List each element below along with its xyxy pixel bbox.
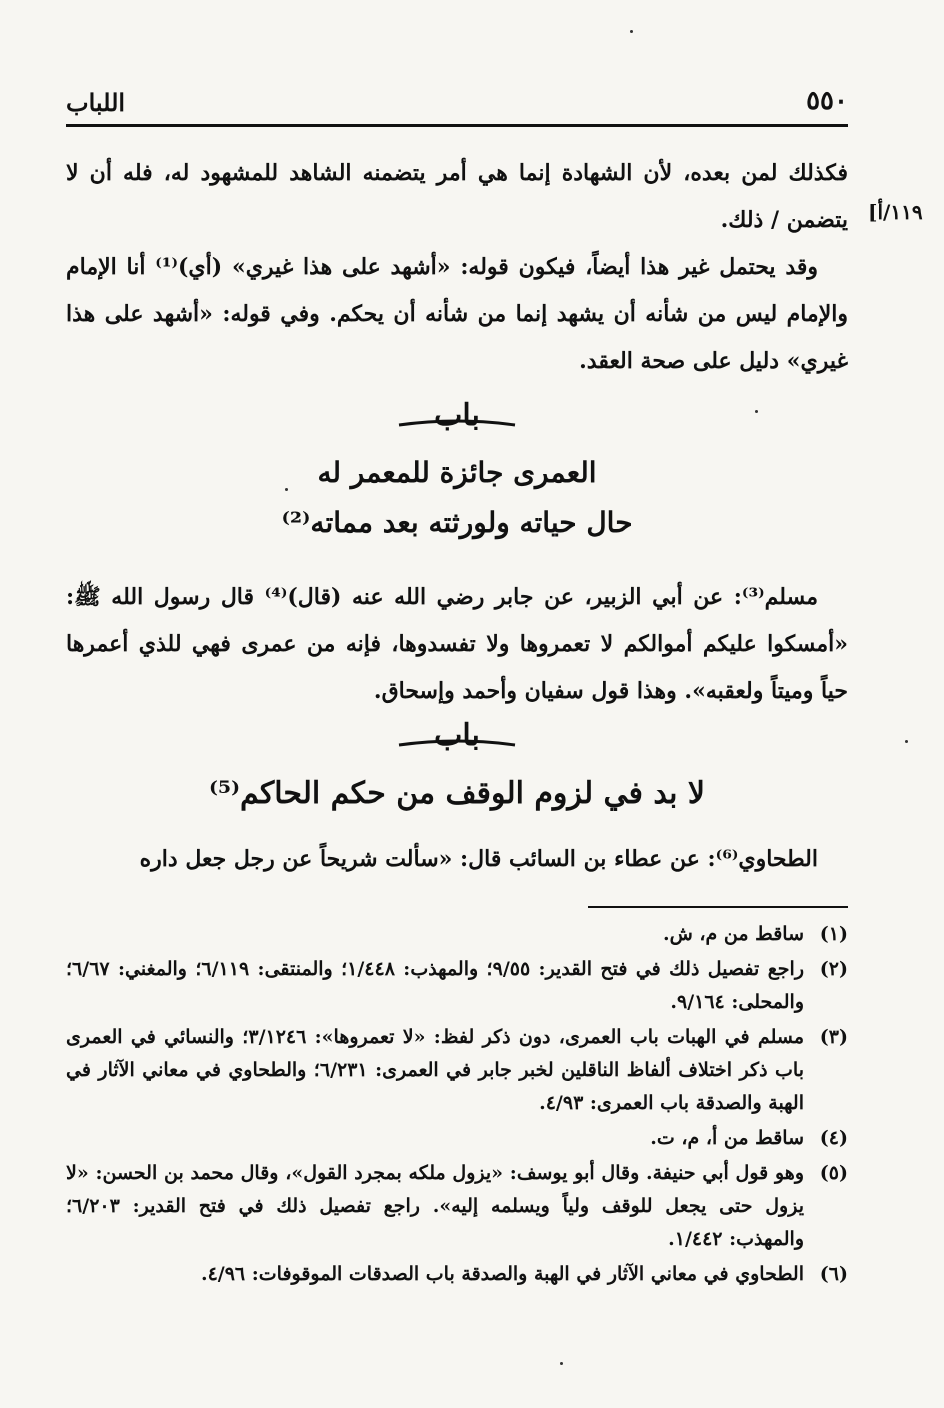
footnote-text: ساقط من م، ش. — [662, 923, 804, 945]
header-rule — [66, 124, 848, 127]
footnote-text: وهو قول أبي حنيفة. وقال أبو يوسف: «يزول ملكه بمجرد القول»، وقال محمد بن الحسن: «لا يزول حتى يجعل للوقف ولياً ويسلمه إليه». راجع تفصيل ذلك في فتح القدير: ٦/٢٠٣؛ والمهذب: ١/٤٤٢. — [66, 1162, 804, 1250]
chapter-label-text: باب — [434, 718, 480, 753]
margin-folio-note: ١١٩/أ] — [868, 200, 923, 224]
chapter-label-text: باب — [434, 398, 480, 433]
chapter-heading-1-line-2: حال حياته ولورثته بعد مماته⁽²⁾ — [281, 506, 633, 539]
scan-speck — [755, 410, 758, 413]
chapter-label-2 — [66, 718, 848, 753]
footnote — [66, 918, 848, 951]
footnote-text: الطحاوي في معاني الآثار في الهبة والصدقة باب الصدقات الموقوفات: ٤/٩٦. — [200, 1263, 804, 1285]
footnote-text: ساقط من أ، م، ت. — [650, 1127, 804, 1149]
footnote-number: (٦) — [819, 1263, 848, 1285]
footnote — [66, 1258, 848, 1291]
footnote-text: مسلم في الهبات باب العمرى، دون ذكر لفظ: «لا تعمروها»: ٣/١٢٤٦؛ والنسائي في العمرى باب ذكر اختلاف ألفاظ الناقلين لخبر جابر في العمرى: ٦/٢٣١؛ والطحاوي في معاني الآثار في الهبة والصدقة باب العمرى: ٤/٩٣. — [66, 1026, 804, 1114]
chapter-heading-2: لا بد في لزوم الوقف من حكم الحاكم⁽⁵⁾ — [208, 776, 705, 811]
chapter-heading-1-line-1: العمرى جائزة للمعمر له — [317, 456, 597, 489]
footnote-number: (٥) — [819, 1162, 848, 1184]
scan-speck — [285, 488, 288, 491]
footnote-number: (١) — [819, 923, 848, 945]
page-header — [66, 82, 848, 122]
footnote-text: راجع تفصيل ذلك في فتح القدير: ٩/٥٥؛ والمهذب: ١/٤٤٨؛ والمنتقى: ٦/١١٩؛ والمغني: ٦/٦٧؛ والمحلى: ٩/١٦٤. — [66, 958, 805, 1013]
footnote-number: (٤) — [819, 1127, 848, 1149]
paragraph-2: وقد يحتمل غير هذا أيضاً، فيكون قوله: «أشهد على هذا غيري» (أي)⁽¹⁾ أنا الإمام والإمام ليس من شأنه أن يشهد إنما من شأنه أن يحكم. وفي قوله: «أشهد على هذا غيري» دليل على صحة العقد. — [66, 254, 848, 374]
chapter-label-1 — [66, 398, 848, 433]
footnote — [66, 1021, 848, 1120]
footnote — [66, 1157, 848, 1256]
paragraph-3: مسلم⁽³⁾: عن أبي الزبير، عن جابر رضي الله عنه (قال)⁽⁴⁾ قال رسول الله ﷺ: «أمسكوا عليكم أموالكم لا تعمروها ولا تفسدوها، فإنه من عمرى فهي للذي أعمرها حياً وميتاً ولعقبه». وهذا قول سفيان وأحمد وإسحاق. — [66, 584, 848, 704]
scan-speck — [560, 1362, 563, 1365]
footnote — [66, 953, 848, 1019]
footnote-separator — [588, 906, 848, 908]
footnote-number: (٢) — [819, 958, 848, 980]
page-number: ٥٥٠ — [806, 86, 848, 116]
footnote-number: (٣) — [819, 1026, 848, 1048]
scan-speck — [905, 740, 908, 743]
book-title: اللباب — [66, 88, 126, 117]
footnotes — [66, 918, 848, 1293]
paragraph-1: فكذلك لمن بعده، لأن الشهادة إنما هي أمر يتضمنه الشاهد للمشهود له، فله أن لا يتضمن / ذلك. — [66, 160, 848, 233]
scan-speck — [630, 30, 633, 33]
footnote — [66, 1122, 848, 1155]
paragraph-4: الطحاوي⁽⁶⁾: عن عطاء بن السائب قال: «سألت شريحاً عن رجل جعل داره — [139, 846, 818, 872]
